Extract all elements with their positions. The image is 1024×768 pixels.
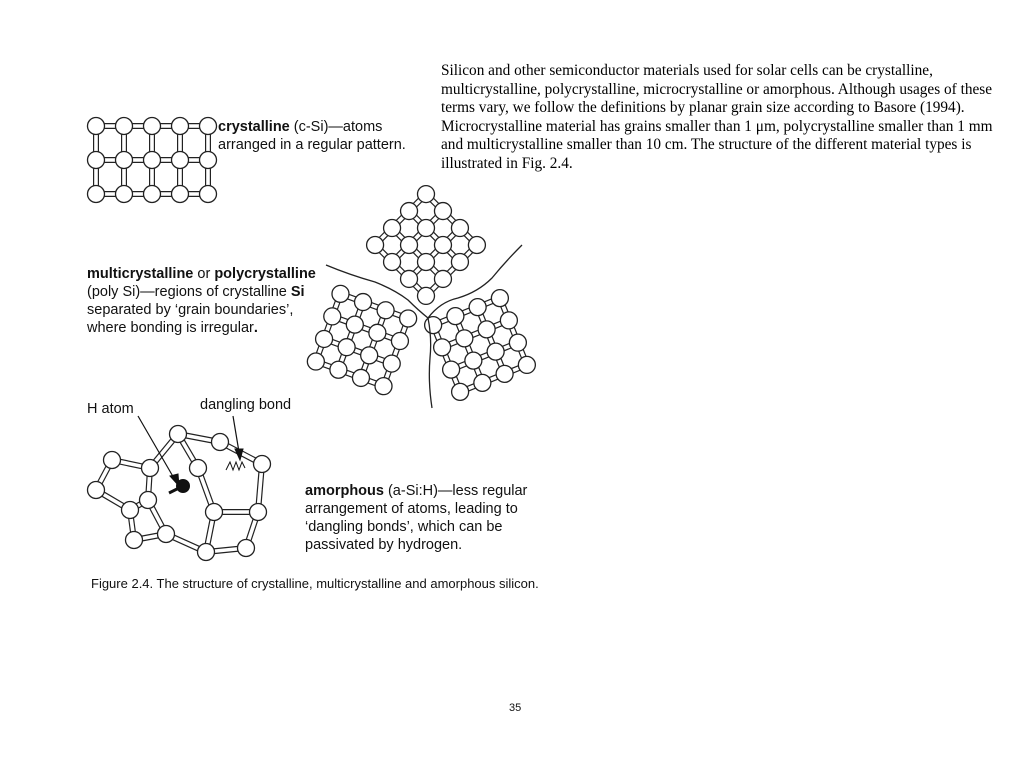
atom (116, 152, 133, 169)
multi-term2: polycrystalline (214, 266, 316, 282)
atom (88, 118, 105, 135)
atom (332, 285, 349, 302)
atom (469, 299, 486, 316)
atom (122, 502, 139, 519)
atom (330, 361, 347, 378)
atom (200, 186, 217, 203)
atom (355, 294, 372, 311)
atom (434, 237, 451, 254)
atom (401, 237, 418, 254)
h-atom-label: H atom (87, 401, 134, 417)
atom (375, 378, 392, 395)
atom (316, 330, 333, 347)
crystalline-term: crystalline (218, 119, 290, 135)
multi-term1: multicrystalline (87, 266, 194, 282)
atom (451, 253, 468, 270)
atom (418, 186, 435, 203)
atom (434, 339, 451, 356)
atom (400, 310, 417, 327)
atom (352, 369, 369, 386)
atom (377, 302, 394, 319)
amorphous-network (88, 426, 271, 561)
atom (104, 452, 121, 469)
atom (324, 308, 341, 325)
atom (518, 356, 535, 373)
dangling-bond-label: dangling bond (200, 397, 292, 413)
atom (496, 365, 513, 382)
atom (338, 339, 355, 356)
atom (172, 186, 189, 203)
atom (383, 355, 400, 372)
atom (361, 347, 378, 364)
atom (478, 321, 495, 338)
atom (487, 343, 504, 360)
atom (254, 456, 271, 473)
atom (418, 287, 435, 304)
atom (425, 317, 442, 334)
atom (158, 526, 175, 543)
atom (88, 152, 105, 169)
atom (346, 316, 363, 333)
amorphous-line4: passivated by hydrogen. (305, 537, 463, 553)
atom (491, 290, 508, 307)
atom (500, 312, 517, 329)
atom (200, 118, 217, 135)
atom (369, 324, 386, 341)
figure-caption: Figure 2.4. The structure of crystalline, multicrystalline and amorphous silicon. (91, 576, 539, 591)
atom (250, 504, 267, 521)
atom (172, 152, 189, 169)
crystalline-line1: (c-Si)—atoms (289, 119, 383, 135)
atom (474, 374, 491, 391)
atom (238, 540, 255, 557)
crystalline-line2: arranged in a regular pattern. (218, 137, 406, 153)
multi-line2-si: Si (290, 284, 305, 300)
atom (468, 237, 485, 254)
atom (307, 353, 324, 370)
atom (190, 460, 207, 477)
body-paragraph: Silicon and other semiconductor materials used for solar cells can be crystalline, multicrystalline, polycrystalline, microcrystalline or amorphous. Although usages of these terms vary, we follow the definitions by planar grain size according to Basore (1994). Microcrystalline material has grains smaller than 1 μm, polycrystalline smaller than 1 mm and multicrystalline smaller than 10 cm. The structure of the different material types is illustrated in Fig. 2.4. (441, 62, 993, 172)
amorphous-term: amorphous (305, 483, 384, 499)
amorphous-line3: ‘dangling bonds’, which can be (305, 519, 503, 535)
atom (212, 434, 229, 451)
atom (170, 426, 187, 443)
atom (418, 220, 435, 237)
atom (391, 333, 408, 350)
multi-line3: separated by ‘grain boundaries’, (87, 302, 294, 318)
atom (206, 504, 223, 521)
atom (465, 352, 482, 369)
atom (452, 383, 469, 400)
atom (126, 532, 143, 549)
atom (451, 220, 468, 237)
atom (418, 253, 435, 270)
multicrystalline-lattice (307, 186, 535, 401)
atom (140, 492, 157, 509)
multicrystalline-label (87, 265, 316, 337)
atom (401, 270, 418, 287)
atom (509, 334, 526, 351)
multi-or: or (193, 266, 215, 282)
page-number: 35 (509, 702, 522, 714)
atom (144, 186, 161, 203)
crystalline-lattice (88, 118, 217, 203)
atom (200, 152, 217, 169)
atom (443, 361, 460, 378)
atom (434, 203, 451, 220)
atom (384, 253, 401, 270)
atom (401, 203, 418, 220)
atom (447, 308, 464, 325)
atom (172, 118, 189, 135)
atom (367, 237, 384, 254)
atom (144, 152, 161, 169)
atom (384, 220, 401, 237)
amorphous-line2: arrangement of atoms, leading to (305, 501, 518, 517)
multi-line4-dot: . (253, 320, 258, 336)
atom (116, 186, 133, 203)
atom (116, 118, 133, 135)
atom (88, 482, 105, 499)
amorphous-label (305, 482, 527, 554)
multi-line4: where bonding is irregular (87, 320, 254, 336)
atom (456, 330, 473, 347)
multi-line2: (poly Si)—regions of crystalline (87, 284, 291, 300)
atom (142, 460, 159, 477)
atom (88, 186, 105, 203)
amorphous-line1: (a-Si:H)—less regular (383, 483, 528, 499)
atom (198, 544, 215, 561)
atom (434, 270, 451, 287)
atom (144, 118, 161, 135)
crystalline-label (218, 118, 406, 154)
